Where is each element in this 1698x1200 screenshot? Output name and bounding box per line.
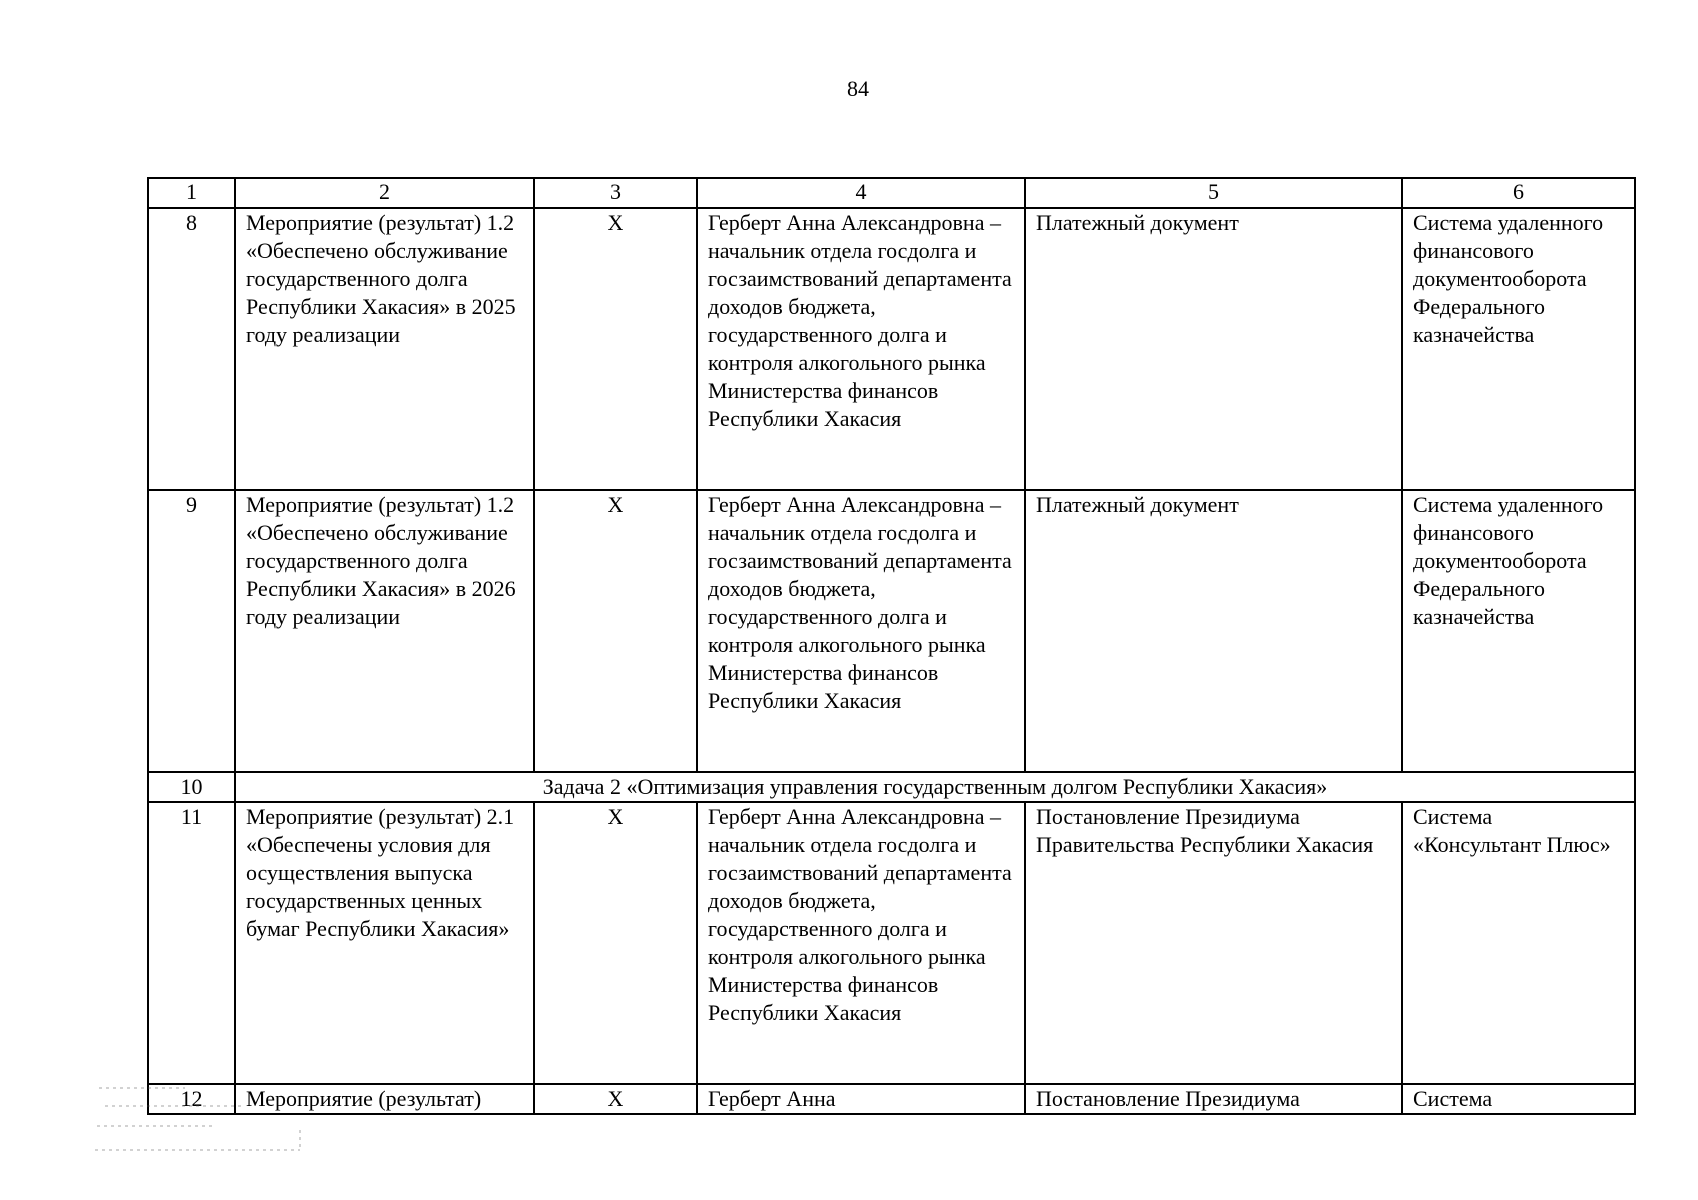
row-number: 9: [148, 490, 235, 772]
scan-stamp-mark: [95, 1080, 305, 1156]
table-row: [148, 802, 1635, 1084]
row-number: 11: [148, 802, 235, 1084]
document-cell: Платежный документ: [1025, 490, 1402, 772]
measure-cell: Мероприятие (результат) 2.1 «Обеспечены условия для осуществления выпуска государственных ценных бумаг Республики Хакасия»: [235, 802, 534, 1084]
row-number: 10: [148, 772, 235, 802]
measure-cell: Мероприятие (результат): [235, 1084, 534, 1114]
system-cell: Система удаленного финансового документооборота Федерального казначейства: [1402, 490, 1635, 772]
page-number: 84: [847, 76, 869, 101]
system-cell: Система удаленного финансового документооборота Федерального казначейства: [1402, 208, 1635, 490]
row-number: 12: [148, 1084, 235, 1114]
system-cell: Система «Консультант Плюс»: [1402, 802, 1635, 1084]
col3-cell: X: [534, 490, 697, 772]
column-number: 4: [697, 178, 1025, 208]
measure-cell: Мероприятие (результат) 1.2 «Обеспечено обслуживание государственного долга Республики Хакасия» в 2025 году реализации: [235, 208, 534, 490]
responsible-cell: Герберт Анна Александровна – начальник отдела госдолга и госзаимствований департамента доходов бюджета, государственного долга и контроля алкогольного рынка Министерства финансов Республики Хакасия: [697, 490, 1025, 772]
measures-table: [147, 177, 1636, 1115]
column-number-row: [148, 178, 1635, 208]
measure-cell: Мероприятие (результат) 1.2 «Обеспечено обслуживание государственного долга Республики Хакасия» в 2026 году реализации: [235, 490, 534, 772]
table-row: [148, 1084, 1635, 1114]
column-number: 1: [148, 178, 235, 208]
responsible-cell: Герберт Анна Александровна – начальник отдела госдолга и госзаимствований департамента доходов бюджета, государственного долга и контроля алкогольного рынка Министерства финансов Республики Хакасия: [697, 802, 1025, 1084]
table-row: [148, 208, 1635, 490]
responsible-cell: Герберт Анна: [697, 1084, 1025, 1114]
col3-cell: X: [534, 802, 697, 1084]
document-cell: Платежный документ: [1025, 208, 1402, 490]
column-number: 5: [1025, 178, 1402, 208]
responsible-cell: Герберт Анна Александровна – начальник отдела госдолга и госзаимствований департамента доходов бюджета, государственного долга и контроля алкогольного рынка Министерства финансов Республики Хакасия: [697, 208, 1025, 490]
table-row: [148, 490, 1635, 772]
system-cell: Система: [1402, 1084, 1635, 1114]
task-row: [148, 772, 1635, 802]
row-number: 8: [148, 208, 235, 490]
col3-cell: X: [534, 208, 697, 490]
column-number: 2: [235, 178, 534, 208]
col3-cell: X: [534, 1084, 697, 1114]
document-cell: Постановление Президиума Правительства Республики Хакасия: [1025, 802, 1402, 1084]
task-heading: Задача 2 «Оптимизация управления государственным долгом Республики Хакасия»: [235, 772, 1635, 802]
document-cell: Постановление Президиума: [1025, 1084, 1402, 1114]
column-number: 3: [534, 178, 697, 208]
column-number: 6: [1402, 178, 1635, 208]
